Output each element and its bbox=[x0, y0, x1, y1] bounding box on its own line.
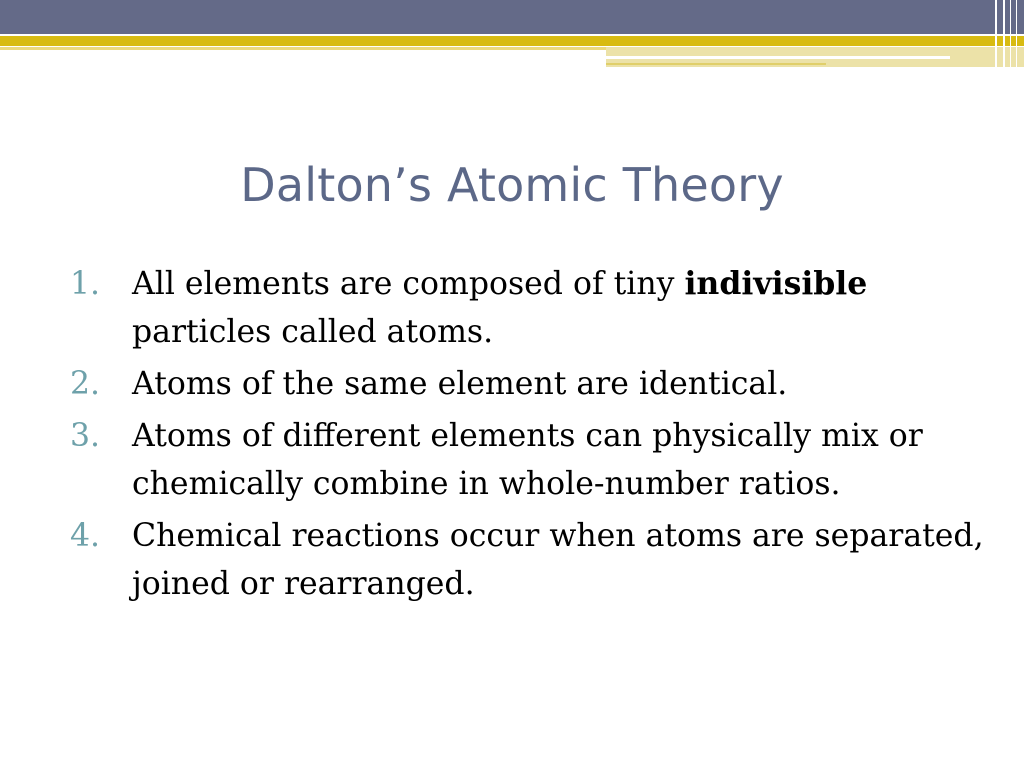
header-gold-thin-stripe bbox=[0, 47, 606, 50]
list-number: 3. bbox=[70, 418, 101, 454]
list-item bbox=[70, 412, 1000, 508]
list-item-emphasis: indivisible bbox=[684, 265, 868, 302]
list-number: 2. bbox=[70, 366, 101, 402]
slide-title: Dalton’s Atomic Theory bbox=[240, 158, 784, 212]
list-item-text-start: All elements are composed of tiny bbox=[132, 266, 685, 302]
header-accent-line-lower bbox=[606, 63, 826, 65]
list-item-text bbox=[132, 266, 867, 350]
edge-stripe bbox=[995, 0, 997, 68]
list-number: 1. bbox=[70, 266, 101, 302]
list-number: 4. bbox=[70, 518, 101, 554]
list-item bbox=[70, 360, 1000, 408]
numbered-list bbox=[70, 260, 1000, 608]
header-gold-stripe bbox=[0, 36, 1024, 46]
list-item-text: Atoms of different elements can physically mix or chemically combine in whole-number ratios. bbox=[132, 418, 923, 502]
list-item bbox=[70, 260, 1000, 356]
header-banner bbox=[0, 0, 1024, 34]
header-accent-line bbox=[606, 56, 950, 59]
list-item-text-end: particles called atoms. bbox=[132, 314, 494, 350]
edge-stripe bbox=[1016, 0, 1017, 68]
edge-stripe bbox=[1003, 0, 1005, 68]
list-item bbox=[70, 512, 1000, 608]
list-item-text: Atoms of the same element are identical. bbox=[132, 366, 788, 402]
list-item-text: Chemical reactions occur when atoms are separated, joined or rearranged. bbox=[132, 518, 984, 602]
edge-stripe bbox=[1010, 0, 1011, 68]
slide-body bbox=[70, 260, 1000, 612]
